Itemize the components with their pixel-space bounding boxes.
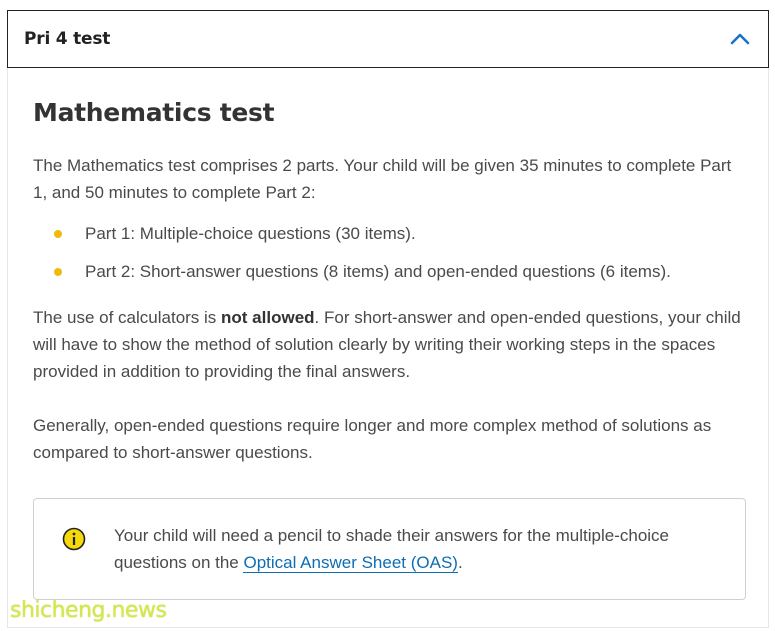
section-heading: Mathematics test (33, 98, 275, 127)
list-item (33, 220, 748, 258)
info-callout (33, 498, 746, 600)
info-text-post: . (457, 553, 463, 572)
intro-paragraph: The Mathematics test comprises 2 parts. Your child will be given 35 minutes to complete Part 1, and 50 minutes to complete Part 2: (33, 156, 732, 202)
info-text (114, 522, 724, 576)
parts-list (33, 220, 748, 296)
oas-link[interactable]: Optical Answer Sheet (OAS) (243, 553, 458, 572)
bullet-dot-icon (54, 230, 62, 238)
accordion-title: Pri 4 test (24, 29, 111, 49)
calculator-emphasis: not allowed (221, 308, 315, 327)
list-item-text: Part 2: Short-answer questions (8 items) and open-ended questions (6 items). (85, 262, 671, 281)
accordion-header[interactable] (7, 10, 769, 68)
accordion-panel (7, 68, 769, 628)
watermark-logo: shicheng.news (10, 598, 167, 623)
chevron-up-icon[interactable] (728, 27, 752, 51)
calculator-paragraph (33, 304, 748, 385)
bullet-dot-icon (54, 268, 62, 276)
list-item-text: Part 1: Multiple-choice questions (30 items). (85, 224, 416, 243)
calculator-text-pre: The use of calculators is (33, 308, 222, 327)
calculator-text-post: . For short-answer and open-ended questions, your child will have to show the method of solution clearly by writing their working steps in the spaces provided in addition to providing the final answers. (33, 308, 741, 381)
general-paragraph: Generally, open-ended questions require longer and more complex method of solutions as compared to short-answer questions. (33, 416, 712, 462)
info-text-pre: Your child will need a pencil to shade their answers for the multiple-choice questions on the (114, 526, 670, 572)
list-item (33, 258, 748, 296)
info-icon (62, 527, 86, 551)
